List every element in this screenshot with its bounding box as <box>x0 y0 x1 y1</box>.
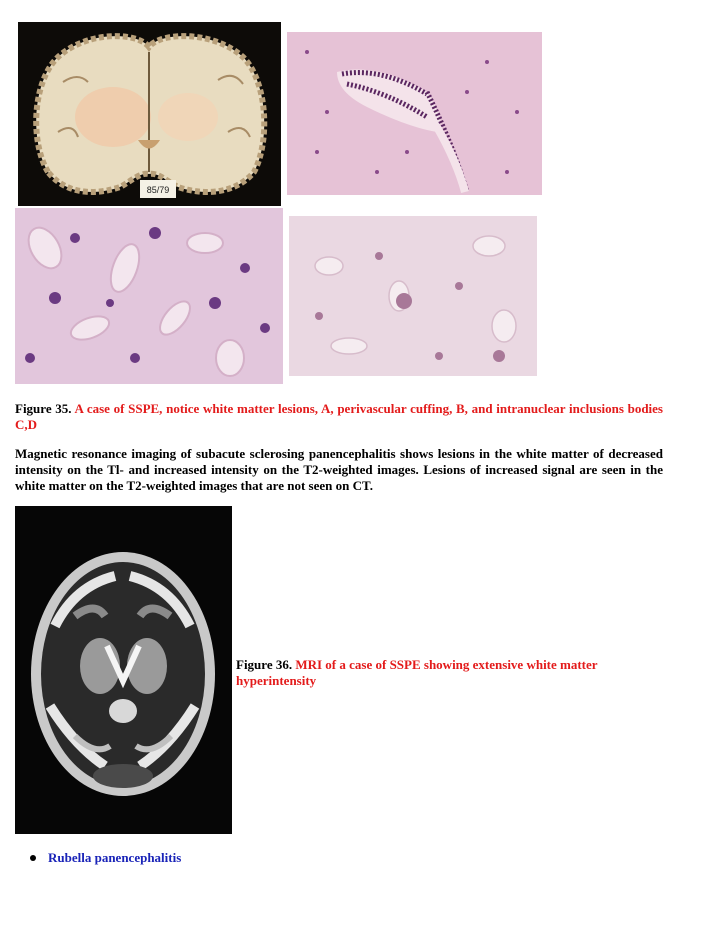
list-item[interactable] <box>30 850 181 866</box>
inclusion-bodies-image-d <box>289 216 537 376</box>
figure-35-caption <box>15 401 663 433</box>
figure-36-caption <box>236 657 616 689</box>
bullet-icon <box>30 855 36 861</box>
inclusion-bodies-image-c <box>15 208 283 384</box>
perivascular-cuffing-image <box>287 32 542 195</box>
figure-36-label: Figure 36. <box>236 657 293 672</box>
rubella-panencephalitis-link[interactable]: Rubella panencephalitis <box>48 850 182 865</box>
figure-35-label: Figure 35. <box>15 401 72 416</box>
figure-35-caption-text: A case of SSPE, notice white matter lesions, A, perivascular cuffing, B, and intranuclear inclusions bodies C,D <box>15 401 663 432</box>
specimen-tag: 85/79 <box>146 185 170 195</box>
mri-paragraph: Magnetic resonance imaging of subacute sclerosing panencephalitis shows lesions in the white matter of decreased intensity on the Tl- and increased intensity on the T2-weighted images. Lesions of increased signal are seen in the white matter on the T2-weighted images that are not seen on CT. <box>15 446 663 493</box>
mri-image <box>15 506 232 834</box>
brain-section-image <box>18 22 281 206</box>
figure-36-caption-text: MRI of a case of SSPE showing extensive white matter hyperintensity <box>236 657 598 688</box>
